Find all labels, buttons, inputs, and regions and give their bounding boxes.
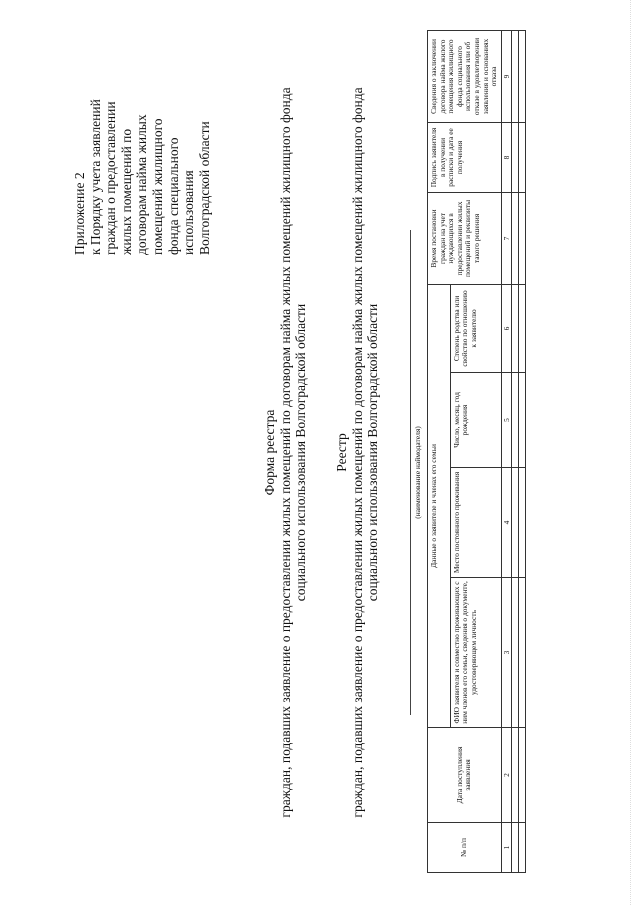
- header-signature: Подпись заявителя в получении расписки и дата ее получения: [428, 122, 502, 192]
- landlord-caption: (наименование наймодателя): [413, 426, 422, 519]
- empty-cell: [511, 122, 518, 192]
- appendix-line: Волгоградской области: [196, 121, 212, 255]
- header-info: Сведения о заключении договора найма жилого помещения жилищного фонда социального использования или об отказе в удовлетворении заявления и основаниях отказа: [428, 30, 502, 122]
- header-num: № п/п: [428, 823, 502, 873]
- empty-cell: [511, 373, 518, 468]
- empty-cell: [518, 373, 525, 468]
- header-date: Дата поступления заявления: [428, 728, 502, 823]
- empty-cell: [511, 728, 518, 823]
- appendix-line: граждан о предоставлении: [103, 101, 119, 255]
- empty-cell: [518, 30, 525, 122]
- header-fio: ФИО заявителя и совместно проживающих с ним членов его семьи, сведения о документе, удостоверяющем личность: [450, 578, 501, 728]
- empty-cell: [518, 823, 525, 873]
- header-relation: Степень родства или свойство по отношению к заявителю: [450, 284, 501, 372]
- appendix-line: Приложение 2: [72, 172, 87, 255]
- empty-cell: [511, 284, 518, 372]
- column-number: 4: [501, 468, 511, 578]
- column-number: 5: [501, 373, 511, 468]
- empty-cell: [518, 192, 525, 284]
- column-number: 1: [501, 823, 511, 873]
- appendix-line: фонда специального: [165, 137, 181, 255]
- form-title: [262, 0, 309, 905]
- column-number-row: [501, 30, 511, 872]
- scan-edge-line: [630, 0, 631, 905]
- empty-cell: [518, 728, 525, 823]
- appendix-line: использования: [181, 170, 197, 255]
- header-time: Время постановки граждан на учет нуждающихся в предоставлении жилых помещений и реквизиты такого решения: [428, 192, 502, 284]
- empty-cell: [511, 823, 518, 873]
- registry-title: [334, 0, 381, 905]
- column-number: 3: [501, 578, 511, 728]
- empty-cell: [518, 468, 525, 578]
- form-heading: Форма реестра: [262, 409, 277, 496]
- column-number: 2: [501, 728, 511, 823]
- column-number: 9: [501, 30, 511, 122]
- header-residence: Место постоянного проживания: [450, 468, 501, 578]
- empty-cell: [518, 578, 525, 728]
- column-number: 6: [501, 284, 511, 372]
- column-number: 7: [501, 192, 511, 284]
- empty-table-row: [511, 30, 518, 872]
- form-title-line: социального использования Волгоградской области: [293, 303, 308, 602]
- empty-cell: [511, 30, 518, 122]
- registry-title-line: социального использования Волгоградской области: [365, 303, 380, 602]
- empty-table-row: [518, 30, 525, 872]
- appendix-line: договорам найма жилых: [134, 114, 150, 255]
- landlord-name-line: [410, 230, 411, 715]
- header-birth: Число, месяц, год рождения: [450, 373, 501, 468]
- form-title-line: граждан, подавших заявление о предоставлении жилых помещений по договорам найма жилых помещений жилищного фонда: [277, 87, 293, 818]
- empty-cell: [511, 468, 518, 578]
- appendix-note: [72, 85, 212, 255]
- appendix-line: к Порядку учета заявлений: [87, 99, 103, 255]
- empty-cell: [518, 122, 525, 192]
- table-header-row: [428, 30, 451, 872]
- registry-table: [427, 30, 526, 873]
- empty-cell: [511, 578, 518, 728]
- empty-cell: [511, 192, 518, 284]
- registry-title-line: граждан, подавших заявление о предоставлении жилых помещений по договорам найма жилых помещений жилищного фонда: [349, 87, 365, 818]
- registry-heading: Реестр: [334, 433, 349, 472]
- column-number: 8: [501, 122, 511, 192]
- empty-cell: [518, 284, 525, 372]
- header-group: Данные о заявителе и членах его семьи: [428, 284, 451, 727]
- appendix-line: жилых помещений по: [118, 128, 134, 255]
- appendix-line: помещений жилищного: [149, 118, 165, 255]
